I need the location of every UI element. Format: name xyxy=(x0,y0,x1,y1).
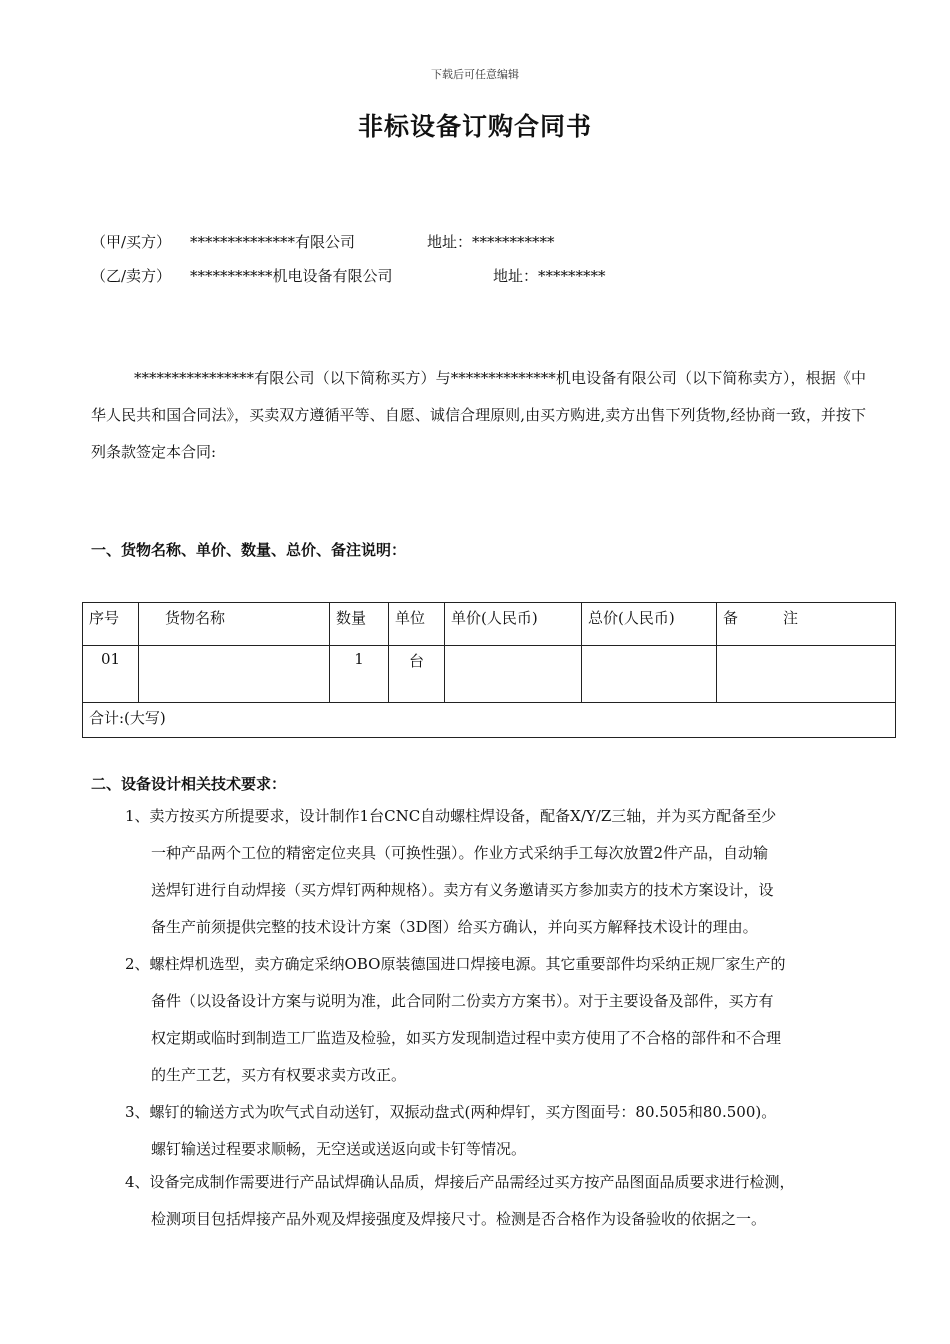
table-cell: 台 xyxy=(389,646,445,703)
header-cell: 单位 xyxy=(389,603,445,646)
table-cell xyxy=(582,646,717,703)
intro-paragraph xyxy=(91,360,866,471)
requirement-line: 一种产品两个工位的精密定位夹具（可换性强）。作业方式采纳手工每次放置2件产品，自动输 xyxy=(151,844,769,862)
goods-table xyxy=(82,602,896,738)
requirement-line: 螺钉的输送方式为吹气式自动送钉，双振动盘式(两种焊钉，买方图面号：80.505和80.500)。 xyxy=(149,1103,777,1121)
table-header-row xyxy=(83,603,896,646)
header-cell: 备 注 xyxy=(717,603,896,646)
requirement-number: 3、 xyxy=(125,1103,150,1121)
requirement-2 xyxy=(125,946,870,1094)
requirement-line: 送焊钉进行自动焊接（买方焊钉两种规格）。卖方有义务邀请买方参加卖方的技术方案设计，设 xyxy=(151,881,774,899)
table-row xyxy=(83,646,896,703)
requirement-4 xyxy=(125,1164,870,1238)
requirement-number: 1、 xyxy=(125,807,150,825)
table-cell xyxy=(717,646,896,703)
header-cell: 序号 xyxy=(83,603,139,646)
requirement-line: 检测项目包括焊接产品外观及焊接强度及焊接尺寸。检测是否合格作为设备验收的依据之一。 xyxy=(151,1210,767,1228)
requirement-line: 的生产工艺，买方有权要求卖方改正。 xyxy=(151,1066,407,1084)
header-cell: 数量 xyxy=(330,603,389,646)
seller-address xyxy=(493,265,606,286)
requirement-line: 备件（以设备设计方案与说明为准，此合同附二份卖方方案书）。对于主要设备及部件，买方有 xyxy=(151,992,774,1010)
requirement-line: 设备完成制作需要进行产品试焊确认品质，焊接后产品需经过买方按产品图面品质要求进行检测， xyxy=(149,1173,795,1191)
buyer-address xyxy=(427,231,555,252)
table-cell xyxy=(445,646,582,703)
seller-address-value: ********* xyxy=(538,267,606,285)
requirement-line: 卖方按买方所提要求，设计制作1台CNC自动螺柱焊设备，配备X/Y/Z三轴，并为买方配备至少 xyxy=(149,807,777,825)
requirement-3 xyxy=(125,1094,870,1168)
header-note: 下载后可任意编辑 xyxy=(431,68,519,81)
buyer-address-label: 地址： xyxy=(427,233,473,251)
section-2-heading: 二、设备设计相关技术要求： xyxy=(91,775,287,793)
buyer-role: （甲/买方） xyxy=(91,233,172,251)
document-title: 非标设备订购合同书 xyxy=(357,112,592,141)
requirement-1 xyxy=(125,798,870,946)
seller-address-label: 地址： xyxy=(493,267,539,285)
header-cell: 总价(人民币) xyxy=(582,603,717,646)
requirement-line: 权定期或临时到制造工厂监造及检验，如买方发现制造过程中卖方使用了不合格的部件和不合理 xyxy=(151,1029,782,1047)
table-total-row xyxy=(83,703,896,738)
table-cell: 1 xyxy=(330,646,389,703)
requirement-line: 螺钉输送过程要求顺畅，无空送或送返向或卡钉等情况。 xyxy=(151,1140,527,1158)
seller-name: ***********机电设备有限公司 xyxy=(190,267,393,285)
requirement-line: 螺柱焊机选型，卖方确定采纳OBO原装德国进口焊接电源。其它重要部件均采纳正规厂家生产的 xyxy=(149,955,786,973)
requirement-number: 2、 xyxy=(125,955,150,973)
requirement-line: 备生产前须提供完整的技术设计方案（3D图）给买方确认，并向买方解释技术设计的理由。 xyxy=(151,918,758,936)
table-cell: 01 xyxy=(83,646,139,703)
buyer-name: **************有限公司 xyxy=(190,233,356,251)
table-cell xyxy=(139,646,330,703)
buyer-address-value: *********** xyxy=(472,233,555,251)
seller-role: （乙/卖方） xyxy=(91,267,172,285)
header-cell: 单价(人民币) xyxy=(445,603,582,646)
total-label: 合计:(大写) xyxy=(83,703,896,738)
header-cell: 货物名称 xyxy=(139,603,330,646)
section-1-heading: 一、货物名称、单价、数量、总价、备注说明： xyxy=(91,541,407,559)
intro-text: ****************有限公司（以下简称买方）与**************机电设备有限公司（以下简称卖方），根据《中华人民共和国合同法》，买卖双方遵循平等、自愿、诚信合理原则,由买方购进,卖方出售下列货物,经协商一致，并按下列条款签定本合同: xyxy=(91,369,866,461)
requirement-number: 4、 xyxy=(125,1173,150,1191)
